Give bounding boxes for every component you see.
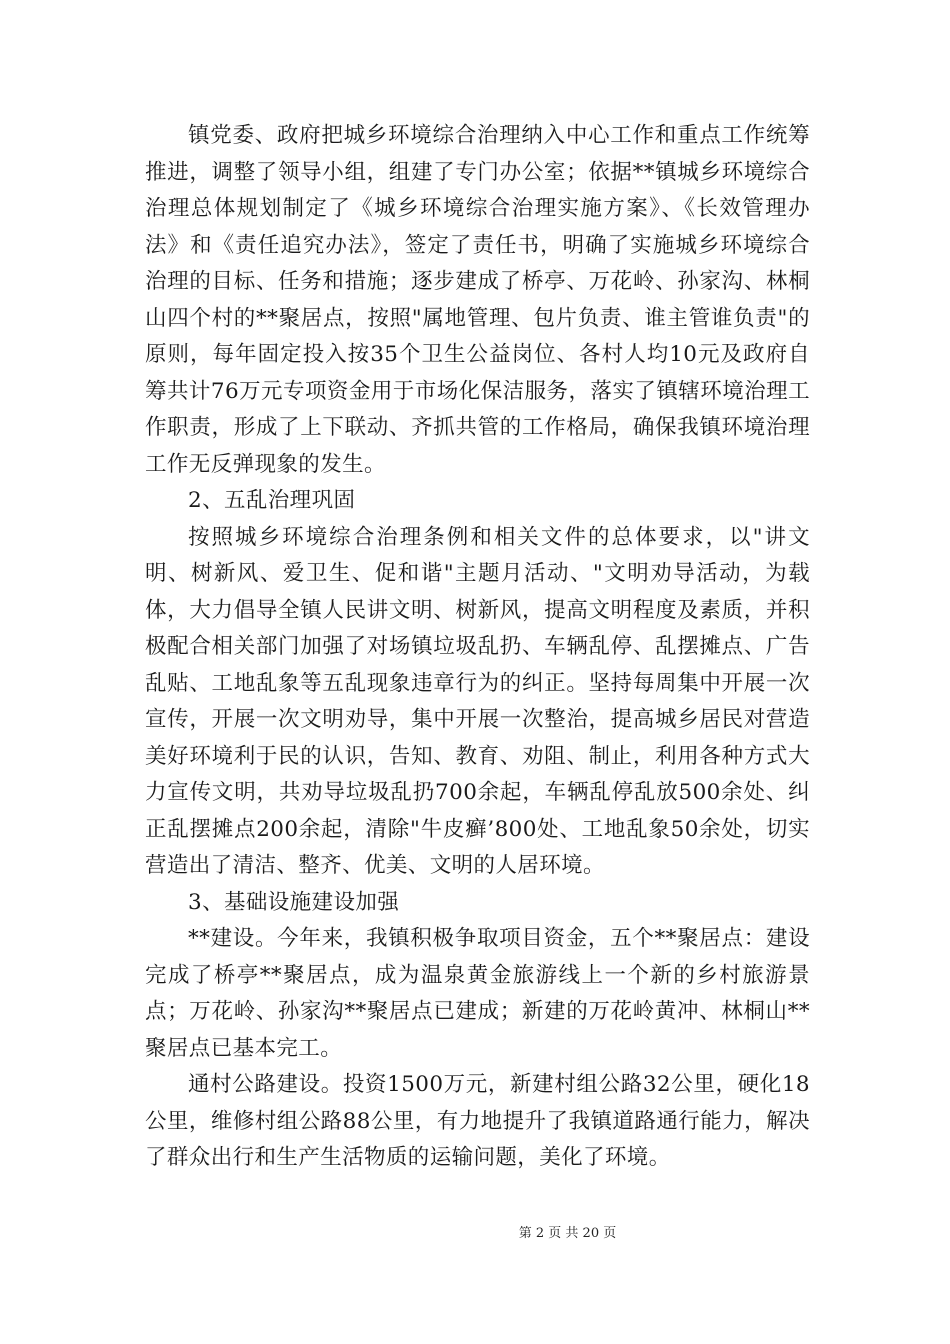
paragraph-five-chaos: 按照城乡环境综合治理条例和相关文件的总体要求，以"讲文明、树新风、爱卫生、促和谐"主题月活动、"文明劝导活动，为载体，大力倡导全镇人民讲文明、树新风，提高文明程度及素质，并积极配合相关部门加强了对场镇垃圾乱扔、车辆乱停、乱摆摊点、广告乱贴、工地乱象等五乱现象违章行为的纠正。坚持每周集中开展一次宣传，开展一次文明劝导，集中开展一次整治，提高城乡居民对营造美好环境利于民的认识，告知、教育、劝阻、制止，利用各种方式大力宣传文明，共劝导垃圾乱扔700余起，车辆乱停乱放500余处、纠正乱摆摊点200余起，清除"牛皮癣’800处、工地乱象50余处，切实营造出了清洁、整齐、优美、文明的人居环境。 xyxy=(145,524,810,878)
page-number: 第 2 页 共 20 页 xyxy=(518,1226,617,1241)
section-heading-five-chaos: 2、五乱治理巩固 xyxy=(188,488,356,513)
paragraph-settlement-construction: **建设。今年来，我镇积极争取项目资金，五个**聚居点：建设完成了桥亭**聚居点，成为温泉黄金旅游线上一个新的乡村旅游景点；万花岭、孙家沟**聚居点已建成；新建的万花岭黄冲、林桐山**聚居点已基本完工。 xyxy=(145,926,810,1061)
paragraph-governance: 镇党委、政府把城乡环境综合治理纳入中心工作和重点工作统筹推进，调整了领导小组，组建了专门办公室；依据**镇城乡环境综合治理总体规划制定了《城乡环境综合治理实施方案》、《长效管理办法》和《责任追究办法》，签定了责任书，明确了实施城乡环境综合治理的目标、任务和措施；逐步建成了桥亭、万花岭、孙家沟、林桐山四个村的**聚居点，按照"属地管理、包片负责、谁主管谁负责"的原则，每年固定投入按35个卫生公益岗位、各村人均10元及政府自筹共计76万元专项资金用于市场化保洁服务，落实了镇辖环境治理工作职责，形成了上下联动、齐抓共管的工作格局，确保我镇环境治理工作无反弹现象的发生。 xyxy=(145,123,810,477)
document-body xyxy=(145,118,810,1177)
section-heading-infrastructure: 3、基础设施建设加强 xyxy=(188,889,400,915)
paragraph-village-roads: 通村公路建设。投资1500万元，新建村组公路32公里，硬化18公里，维修村组公路88公里，有力地提升了我镇道路通行能力，解决了群众出行和生产生活物质的运输问题，美化了环境。 xyxy=(145,1072,810,1170)
